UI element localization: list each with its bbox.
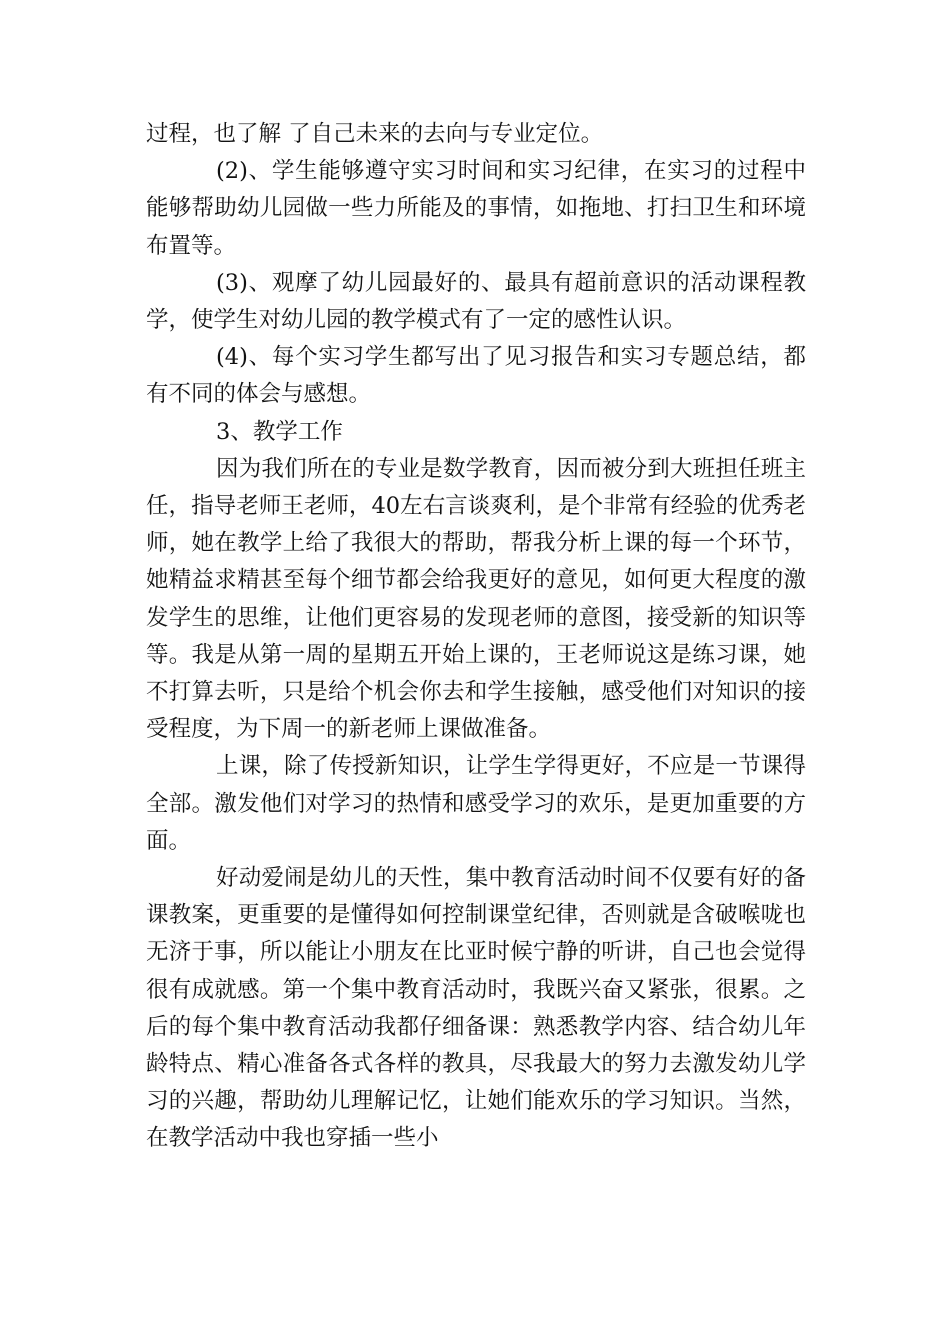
paragraph-item-2: (2)、学生能够遵守实习时间和实习纪律，在实习的过程中能够帮助幼儿园做一些力所能及的事情，如拖地、打扫卫生和环境布置等。: [146, 158, 806, 259]
paragraph-intro-tail: 过程，也了解 了自己未来的去向与专业定位。: [146, 121, 604, 147]
paragraph-item-3: (3)、观摩了幼儿园最好的、最具有超前意识的活动课程教学，使学生对幼儿园的教学模式有了一定的感性认识。: [146, 269, 806, 334]
paragraph-class-purpose: 上课，除了传授新知识，让学生学得更好，不应是一节课得全部。激发他们对学习的热情和感受学习的欢乐，是更加重要的方面。: [146, 753, 806, 854]
document-page: [146, 116, 806, 1158]
paragraph-item-4: (4)、每个实习学生都写出了见习报告和实习专题总结，都有不同的体会与感想。: [146, 344, 806, 408]
section-heading-teaching-work: 3、教学工作: [216, 418, 343, 445]
paragraph-classroom-discipline: 好动爱闹是幼儿的天性，集中教育活动时间不仅要有好的备课教案，更重要的是懂得如何控制课堂纪律，否则就是含破喉咙也无济于事，所以能让小朋友在比亚时候宁静的听讲，自己也会觉得很有成就感。第一个集中教育活动时，我既兴奋又紧张，很累。之后的每个集中教育活动我都仔细备课：熟悉教学内容、结合幼儿年龄特点、精心准备各式各样的教具，尽我最大的努力去激发幼儿学习的兴趣，帮助幼儿理解记忆，让她们能欢乐的学习知识。当然，在教学活动中我也穿插一些小: [146, 865, 806, 1152]
paragraph-teaching-assignment: 因为我们所在的专业是数学教育，因而被分到大班担任班主任，指导老师王老师，40左右言谈爽利，是个非常有经验的优秀老师，她在教学上给了我很大的帮助，帮我分析上课的每一个环节，她精益求精甚至每个细节都会给我更好的意见，如何更大程度的激发学生的思维，让他们更容易的发现老师的意图，接受新的知识等等。我是从第一周的星期五开始上课的，王老师说这是练习课，她不打算去听，只是给个机会你去和学生接触，感受他们对知识的接受程度，为下周一的新老师上课做准备。: [146, 455, 806, 743]
